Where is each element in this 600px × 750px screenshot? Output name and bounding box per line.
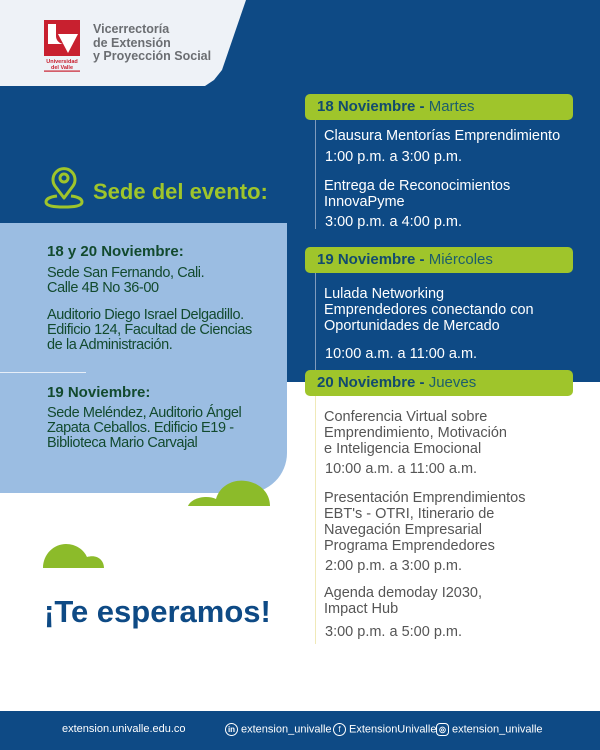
event-time: 3:00 p.m. a 4:00 p.m. xyxy=(325,214,463,230)
venue-heading: 19 Noviembre: xyxy=(47,384,151,401)
office-line: Vicerrectoría xyxy=(93,22,170,36)
event-title-line: Presentación Emprendimientos xyxy=(324,490,526,506)
office-line: de Extensión xyxy=(93,35,171,50)
event-title-line: Entrega de Reconocimientos xyxy=(324,178,511,194)
venue-line: Auditorio Diego Israel Delgadillo. xyxy=(47,307,244,323)
event-time: 10:00 a.m. a 11:00 a.m. xyxy=(325,461,478,477)
day-weekday: Martes xyxy=(428,98,475,115)
event-title xyxy=(324,409,507,457)
cloud-decoration xyxy=(186,477,272,507)
linkedin-handle: extension_univalle xyxy=(241,723,332,736)
linkedin-link[interactable] xyxy=(225,723,332,736)
closing-message: ¡Te esperamos! xyxy=(44,594,271,629)
timeline-line xyxy=(315,273,316,370)
venue-heading: 18 y 20 Noviembre: xyxy=(47,243,184,260)
facebook-link[interactable] xyxy=(333,723,436,736)
univalle-logo xyxy=(44,20,80,72)
venue-line: Calle 4B No 36-00 xyxy=(47,280,159,296)
venue-line: Sede San Fernando, Cali. xyxy=(47,265,205,281)
footer xyxy=(0,711,600,750)
event-title-line: Emprendimiento, Motivación xyxy=(324,425,507,441)
event-title-line: Programa Emprendedores xyxy=(324,538,495,554)
facebook-icon: f xyxy=(333,723,346,736)
event-title-line: Agenda demoday I2030, xyxy=(324,585,483,601)
event-title-line: InnovaPyme xyxy=(324,194,405,210)
event-title-line: Impact Hub xyxy=(324,601,399,617)
linkedin-icon: in xyxy=(225,723,238,736)
event-title xyxy=(324,490,526,554)
event-title-line: Oportunidades de Mercado xyxy=(324,318,500,334)
timeline-line xyxy=(315,119,316,229)
venue-line: Sede Meléndez, Auditorio Ángel xyxy=(47,405,242,421)
day-weekday: Miércoles xyxy=(428,251,493,268)
day-date: 19 Noviembre - xyxy=(317,251,425,268)
venue-line: Edificio 124, Facultad de Ciencias xyxy=(47,322,252,338)
event-time: 3:00 p.m. a 5:00 p.m. xyxy=(325,624,463,640)
venue-auditorium xyxy=(47,308,252,353)
event-time: 2:00 p.m. a 3:00 p.m. xyxy=(325,558,463,574)
event-title-line: Emprendedores conectando con xyxy=(324,302,534,318)
location-pin-icon xyxy=(44,166,84,210)
venue-line: Biblioteca Mario Carvajal xyxy=(47,435,198,451)
event-title xyxy=(324,178,510,210)
cloud-decoration xyxy=(42,542,106,569)
instagram-handle: extension_univalle xyxy=(452,723,543,736)
svg-text:Universidad: Universidad xyxy=(46,59,78,65)
event-title-line: Conferencia Virtual sobre xyxy=(324,409,488,425)
day-date: 20 Noviembre - xyxy=(317,374,425,391)
timeline-line xyxy=(315,396,316,644)
event-title-line: Lulada Networking xyxy=(324,286,445,302)
event-time: 10:00 a.m. a 11:00 a.m. xyxy=(325,346,478,362)
event-title xyxy=(324,286,534,334)
office-name xyxy=(93,23,211,64)
venue-title: Sede del evento: xyxy=(93,179,268,204)
event-title-line: EBT's - OTRI, Itinerario de xyxy=(324,506,495,522)
instagram-icon: ◎ xyxy=(436,723,449,736)
instagram-link[interactable] xyxy=(436,723,543,736)
event-title xyxy=(324,128,560,144)
day-header-18 xyxy=(305,94,573,120)
svg-text:del Valle: del Valle xyxy=(50,65,74,71)
event-title-line: Clausura Mentorías Emprendimiento xyxy=(324,128,561,144)
event-title xyxy=(324,585,482,617)
day-header-20 xyxy=(305,370,573,396)
divider xyxy=(0,372,86,373)
venue-address xyxy=(47,266,204,296)
event-title-line: e Inteligencia Emocional xyxy=(324,441,482,457)
venue-line: Zapata Ceballos. Edificio E19 - xyxy=(47,420,234,436)
website-link[interactable]: extension.univalle.edu.co xyxy=(62,723,186,735)
event-time: 1:00 p.m. a 3:00 p.m. xyxy=(325,149,463,165)
event-title-line: Navegación Empresarial xyxy=(324,522,482,538)
office-line: y Proyección Social xyxy=(93,49,212,63)
venue-box xyxy=(0,223,287,493)
day-date: 18 Noviembre - xyxy=(317,98,425,115)
venue-line: de la Administración. xyxy=(47,337,173,353)
facebook-handle: ExtensionUnivalle xyxy=(349,723,437,736)
day-header-19 xyxy=(305,247,573,273)
day-weekday: Jueves xyxy=(428,374,477,391)
venue-address xyxy=(47,406,241,451)
